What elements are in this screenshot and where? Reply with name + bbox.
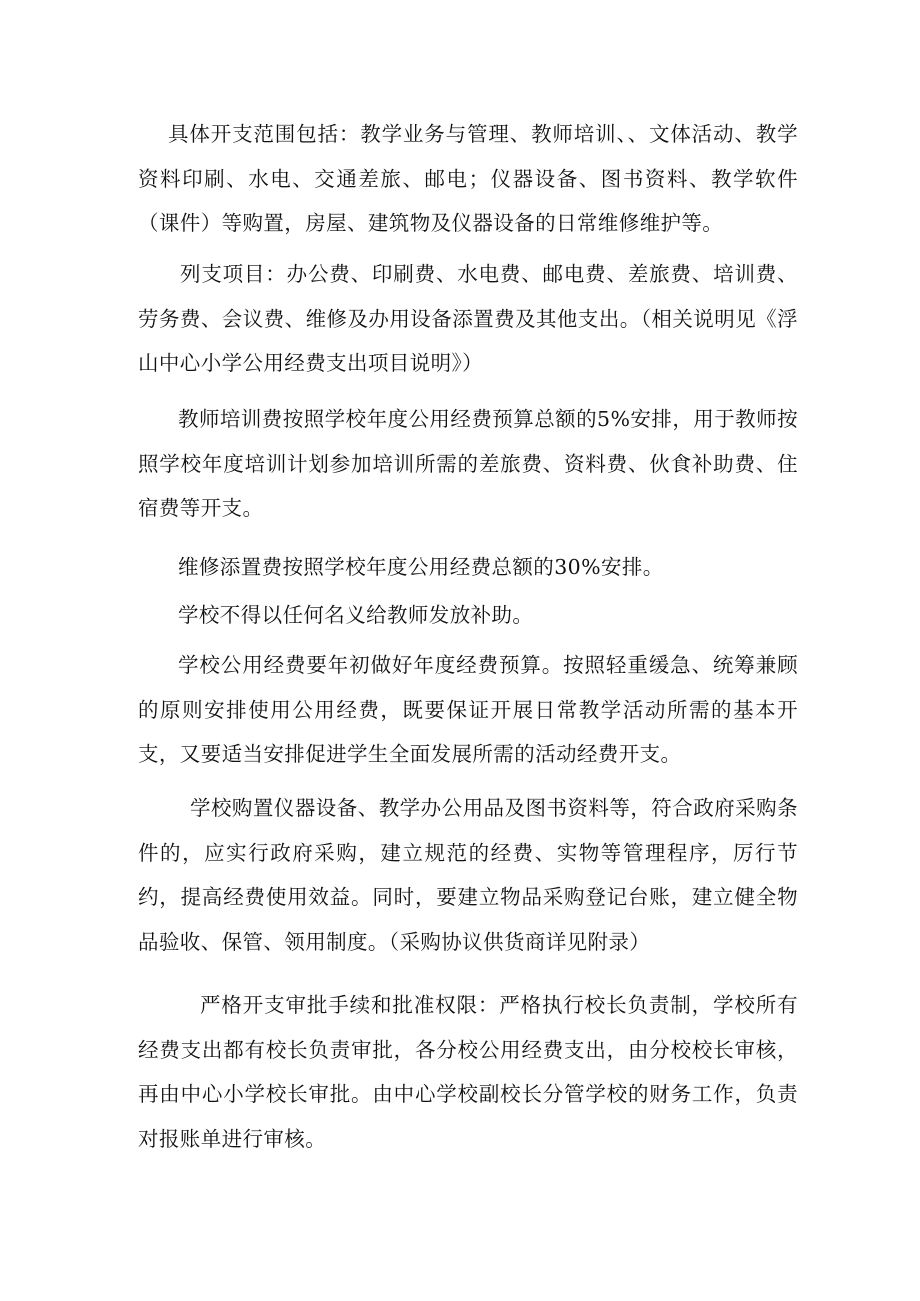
paragraph-expense-items: 列支项目：办公费、印刷费、水电费、邮电费、差旅费、培训费、劳务费、会议费、维修及办用设备添置费及其他支出。（相关说明见《浮山中心小学公用经费支出项目说明》） [138, 262, 798, 375]
paragraph-procurement: 学校购置仪器设备、教学办公用品及图书资料等，符合政府采购条件的，应实行政府采购，建立规范的经费、实物等管理程序，厉行节约，提高经费使用效益。同时，要建立物品采购登记台账，建立健全物品验收、保管、领用制度。（采购协议供货商详见附录） [138, 796, 798, 954]
paragraph-teacher-training: 教师培训费按照学校年度公用经费预算总额的5%安排，用于教师按照学校年度培训计划参加培训所需的差旅费、资料费、伙食补助费、住宿费等开支。 [138, 407, 798, 520]
paragraph-no-subsidy: 学校不得以任何名义给教师发放补助。 [178, 603, 534, 627]
paragraph-budget: 学校公用经费要年初做好年度经费预算。按照轻重缓急、统筹兼顾的原则安排使用公用经费，既要保证开展日常教学活动所需的基本开支，又要适当安排促进学生全面发展所需的活动经费开支。 [138, 653, 798, 766]
paragraph-maintenance: 维修添置费按照学校年度公用经费总额的30%安排。 [178, 555, 664, 579]
paragraph-approval: 严格开支审批手续和批准权限：严格执行校长负责制，学校所有经费支出都有校长负责审批，各分校公用经费支出，由分校校长审核，再由中心小学校长审批。由中心学校副校长分管学校的财务工作，负责对报账单进行审核。 [138, 993, 798, 1151]
paragraph-expense-scope: 具体开支范围包括：教学业务与管理、教师培训、、文体活动、教学资料印刷、水电、交通差旅、邮电；仪器设备、图书资料、教学软件（课件）等购置，房屋、建筑物及仪器设备的日常维修维护等。 [138, 122, 798, 235]
